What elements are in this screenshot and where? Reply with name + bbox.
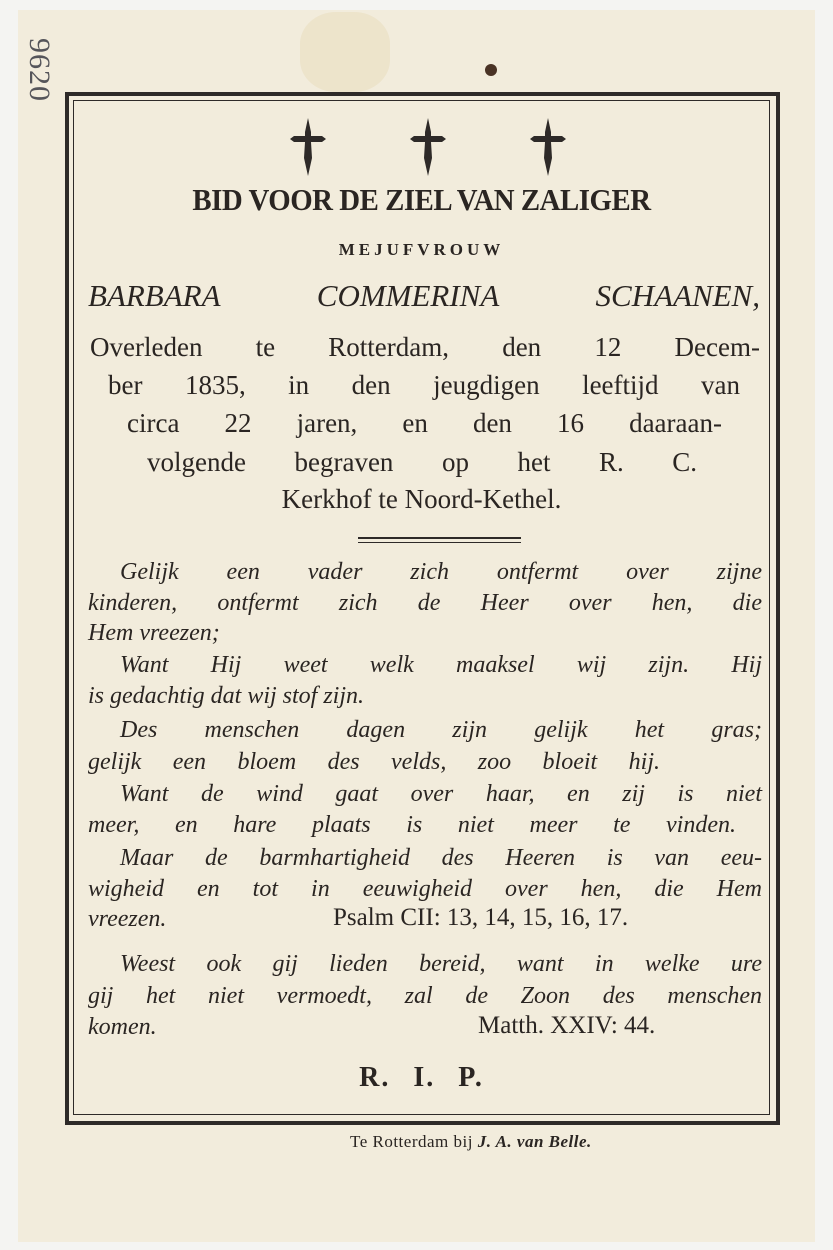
- body-line: Overleden te Rotterdam, den 12 Decem-: [90, 332, 760, 362]
- body-line: ber 1835, in den jeugdigen leeftijd van: [108, 370, 740, 400]
- closing-rip: R. I. P.: [359, 1062, 484, 1093]
- verse-line: vreezen.: [88, 906, 167, 932]
- verse-line: is gedachtig dat wij stof zijn.: [88, 683, 365, 709]
- verse-line: gelijk een bloem des velds, zoo bloeit hij.: [88, 749, 660, 775]
- cross-icon: [410, 118, 446, 176]
- verse-line: Des menschen dagen zijn gelijk het gras;: [120, 717, 762, 743]
- verse-line: komen.: [88, 1014, 157, 1040]
- paper-stain: [300, 12, 390, 92]
- body-line: volgende begraven op het R. C.: [147, 447, 697, 477]
- verse-line: gij het niet vermoedt, zal de Zoon des menschen: [88, 983, 762, 1009]
- cross-icon: [290, 118, 326, 176]
- body-line: Kerkhof te Noord-Kethel.: [281, 484, 562, 514]
- heading: BID VOOR DE ZIEL VAN ZALIGER: [192, 182, 651, 217]
- verse-line: Want de wind gaat over haar, en zij is niet: [120, 781, 762, 807]
- printer-credit: [350, 1132, 592, 1152]
- verse-line: Want Hij weet welk maaksel wij zijn. Hij: [120, 652, 762, 678]
- verse-line: Hem vreezen;: [88, 620, 220, 646]
- matthew-reference: Matth. XXIV: 44.: [478, 1012, 656, 1039]
- verse-line: kinderen, ontfermt zich de Heer over hen, die: [88, 590, 762, 616]
- verse-line: Maar de barmhartigheid des Heeren is van eeu-: [120, 845, 762, 871]
- pin-hole: [485, 64, 497, 76]
- honorific: MEJUFVROUW: [338, 240, 505, 259]
- body-line: circa 22 jaren, en den 16 daaraan-: [127, 408, 722, 438]
- divider: [358, 542, 521, 543]
- verse-line: Weest ook gij lieden bereid, want in welke ure: [120, 951, 762, 977]
- verse-line: Gelijk een vader zich ontfermt over zijne: [120, 559, 762, 585]
- printer-name: J. A. van Belle.: [477, 1132, 592, 1151]
- crosses: [0, 118, 833, 178]
- psalm-reference: Psalm CII: 13, 14, 15, 16, 17.: [333, 904, 629, 931]
- divider: [358, 537, 521, 539]
- inventory-number: 9620: [23, 38, 56, 102]
- printer-prefix: Te Rotterdam bij: [350, 1132, 473, 1151]
- cross-icon: [530, 118, 566, 176]
- verse-line: meer, en hare plaats is niet meer te vinden.: [88, 812, 736, 838]
- deceased-name: BARBARA COMMERINA SCHAANEN,: [88, 278, 760, 313]
- verse-line: wigheid en tot in eeuwigheid over hen, die Hem: [88, 876, 762, 902]
